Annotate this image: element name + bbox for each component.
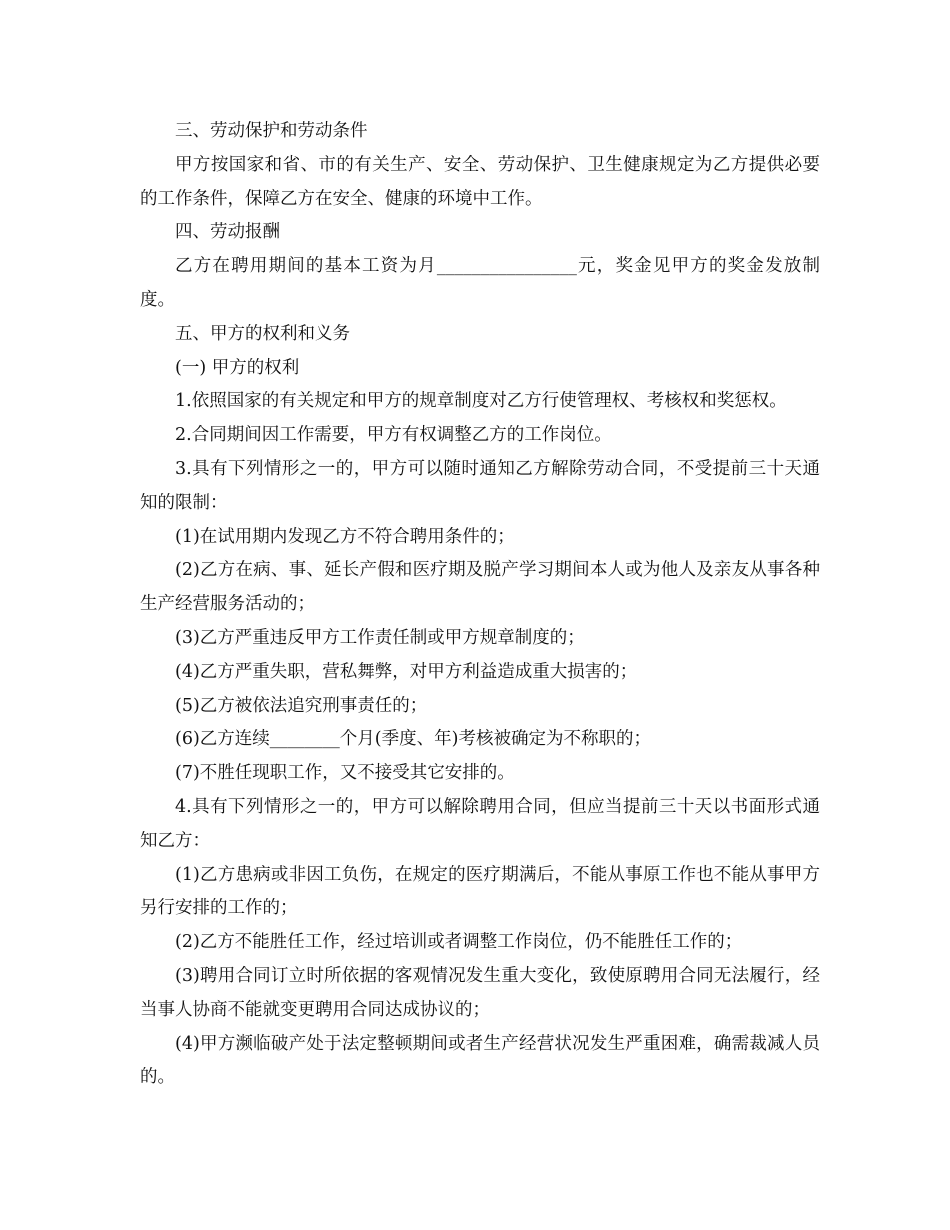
list-item: 4.具有下列情形之一的，甲方可以解除聘用合同，但应当提前三十天以书面形式通知乙方： [140, 796, 820, 851]
list-item: (1)乙方患病或非因工负伤，在规定的医疗期满后，不能从事原工作也不能从事甲方另行安排的工作的； [140, 864, 820, 919]
list-item: (2)乙方不能胜任工作，经过培训或者调整工作岗位，仍不能胜任工作的； [175, 932, 743, 953]
list-item: 2.合同期间因工作需要，甲方有权调整乙方的工作岗位。 [175, 425, 612, 446]
paragraph: 乙方在聘用期间的基本工资为月________________元，奖金见甲方的奖金发放制度。 [140, 256, 820, 310]
list-item: (4)甲方濒临破产处于法定整顿期间或者生产经营状况发生严重困难，确需裁减人员的。 [140, 1033, 820, 1088]
list-item: (7)不胜任现职工作，又不接受其它安排的。 [175, 763, 515, 784]
list-item: (3)聘用合同订立时所依据的客观情况发生重大变化，致使原聘用合同无法履行，经当事人协商不能就变更聘用合同达成协议的； [140, 965, 820, 1020]
section-heading-remuneration: 四、劳动报酬 [175, 222, 280, 243]
section-heading-labor-protection: 三、劳动保护和劳动条件 [175, 121, 368, 141]
paragraph: 甲方按国家和省、市的有关生产、安全、劳动保护、卫生健康规定为乙方提供必要的工作条件，保障乙方在安全、健康的环境中工作。 [140, 154, 820, 209]
list-item: (6)乙方连续________个月(季度、年)考核被确定为不称职的； [175, 729, 651, 750]
list-item: (5)乙方被依法追究刑事责任的； [175, 695, 428, 716]
list-item: (2)乙方在病、事、延长产假和医疗期及脱产学习期间本人或为他人及亲友从事各种生产经营服务活动的； [140, 560, 820, 615]
list-item: (1)在试用期内发现乙方不符合聘用条件的； [175, 526, 515, 547]
subsection-heading: (一) 甲方的权利 [175, 357, 300, 378]
list-item: 3.具有下列情形之一的，甲方可以随时通知乙方解除劳动合同，不受提前三十天通知的限制： [140, 458, 820, 513]
section-heading-rights-obligations: 五、甲方的权利和义务 [175, 323, 350, 344]
document-body [140, 115, 820, 1095]
list-item: (4)乙方严重失职，营私舞弊，对甲方利益造成重大损害的； [175, 661, 638, 682]
list-item: 1.依照国家的有关规定和甲方的规章制度对乙方行使管理权、考核权和奖惩权。 [175, 391, 787, 412]
list-item: (3)乙方严重违反甲方工作责任制或甲方规章制度的； [175, 627, 585, 648]
